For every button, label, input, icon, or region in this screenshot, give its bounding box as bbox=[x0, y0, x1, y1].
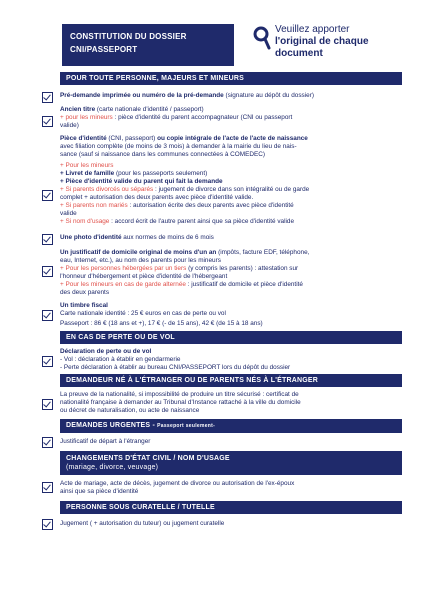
item-piece-identite: Pièce d'identité (CNI, passeport) ou copie intégrale de l'acte de l'acte de naissance avec filiation complète (de moins de 3 mois) à demander à la mairie du lieu de nais- sance (sauf si naissance dans les communes connectées à COMEDEC) + Pour les mineurs + Livret de famille (pour les passeports seulement) + Pièce d'identité valide du parent qui fait la demande + Si parents divorcés ou séparés : jugement de divorce dans son intégralité ou de garde complet + autorisation des deux parents avec pièce d'identité valide. + Si parents non mariés : autorisation écrite des deux parents avec pièce d'identité valide + Si nom d'usage : accord écrit de l'autre parent ainsi que sa pièce d'identité valide bbox=[60, 135, 405, 226]
item-declaration-perte-vol: Déclaration de perte ou de vol - Vol : déclaration à établir en gendarmerie - Perte déclaration à établir au bureau CNI/PASSEPORT lors du dépôt du dossier bbox=[60, 348, 405, 372]
section-perte-vol: EN CAS DE PERTE OU DE VOL bbox=[60, 331, 402, 344]
magnifier-icon bbox=[253, 26, 271, 52]
checkbox-icon[interactable] bbox=[42, 310, 53, 321]
item-domicile: Un justificatif de domicile original de moins d'un an (impôts, facture EDF, téléphone, eau, Internet, etc.), au nom des parents pour les mineurs + Pour les personnes hébergées par un tiers (y compris les parents) : attestation sur l'honneur d'hébergement et pièce d'identité de l'hébergeant + Pour les mineurs en cas de garde alternée : justificatif de domicile et pièce d'identité des deux parents bbox=[60, 249, 405, 297]
section-etat-civil: CHANGEMENTS D'ÉTAT CIVIL / NOM D'USAGE (mariage, divorce, veuvage) bbox=[60, 451, 402, 475]
section-curatelle-tutelle: PERSONNE SOUS CURATELLE / TUTELLE bbox=[60, 501, 402, 514]
item-photo: Une photo d'identité aux normes de moins de 6 mois bbox=[60, 234, 405, 242]
item-justificatif-depart: Justificatif de départ à l'étranger bbox=[60, 438, 405, 446]
item-jugement-tutelle: Jugement ( + autorisation du tuteur) ou jugement curatelle bbox=[60, 520, 405, 528]
checkbox-icon[interactable] bbox=[42, 519, 53, 530]
section-ne-etranger: DEMANDEUR NÉ À L'ÉTRANGER OU DE PARENTS NÉS À L'ÉTRANGER bbox=[60, 374, 402, 387]
checkbox-icon[interactable] bbox=[42, 437, 53, 448]
section-demandes-urgentes: DEMANDES URGENTES - Passeport seulement- bbox=[60, 419, 402, 433]
checkbox-icon[interactable] bbox=[42, 482, 53, 493]
item-preuve-nationalite: La preuve de la nationalité, si impossibilité de produire un titre sécurisé : certificat de nationalité française à demander au Tribunal d'Instance rattaché à la ville du domicile ou décret de naturalisation, ou acte de naissance bbox=[60, 391, 405, 415]
item-pre-demande: Pré-demande imprimée ou numéro de la pré-demande (signature au dépôt du dossier) bbox=[60, 92, 405, 100]
checkbox-icon[interactable] bbox=[42, 116, 53, 127]
checkbox-icon[interactable] bbox=[42, 356, 53, 367]
item-ancien-titre: Ancien titre (carte nationale d'identité / passeport) + pour les mineurs : pièce d'identité du parent accompagnateur (CNI ou passeport valide) bbox=[60, 106, 405, 130]
section-all-persons: POUR TOUTE PERSONNE, MAJEURS ET MINEURS bbox=[60, 72, 402, 85]
checkbox-icon[interactable] bbox=[42, 399, 53, 410]
checkbox-icon[interactable] bbox=[42, 234, 53, 245]
item-timbre-fiscal: Un timbre fiscal Carte nationale identité : 25 € euros en cas de perte ou vol Passeport : 86 € (18 ans et +), 17 € (- de 15 ans), 42 € (de 15 à 18 ans) bbox=[60, 302, 405, 328]
header: CONSTITUTION DU DOSSIER CNI/PASSEPORT Veuillez apporter l'original de chaque document bbox=[0, 0, 425, 72]
document-title: CONSTITUTION DU DOSSIER CNI/PASSEPORT bbox=[62, 24, 234, 66]
checkbox-icon[interactable] bbox=[42, 266, 53, 277]
checkbox-icon[interactable] bbox=[42, 92, 53, 103]
item-actes-etat-civil: Acte de mariage, acte de décès, jugement de divorce ou autorisation de l'ex-époux ainsi que sa pièce d'identité bbox=[60, 480, 405, 496]
checkbox-icon[interactable] bbox=[42, 190, 53, 201]
